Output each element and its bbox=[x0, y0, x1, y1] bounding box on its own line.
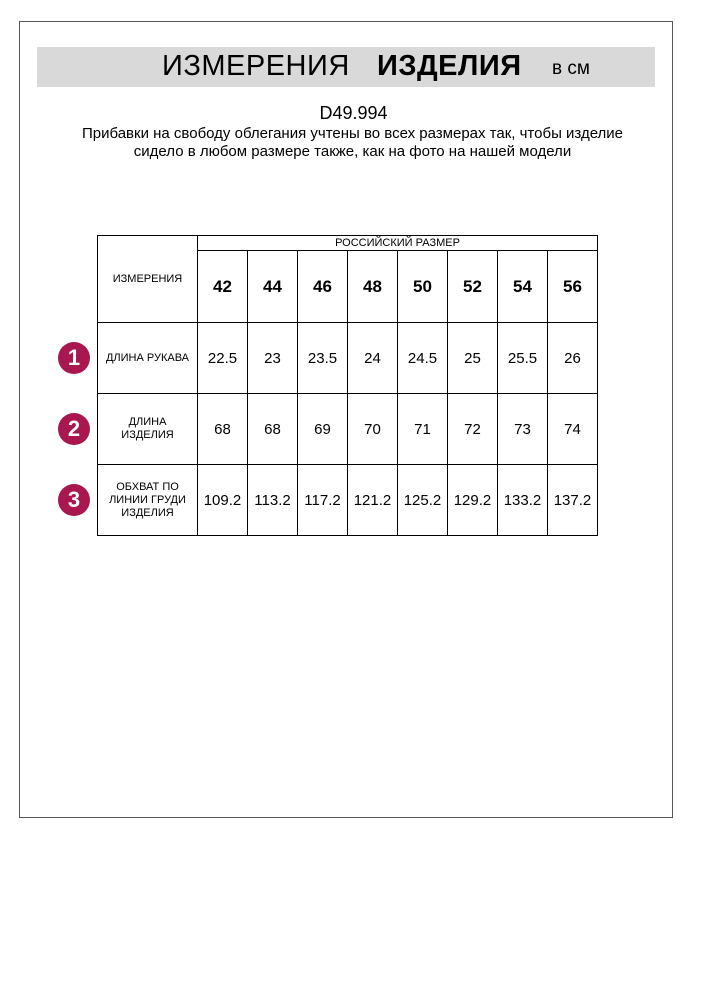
table-cell: 22.5 bbox=[198, 323, 248, 394]
size-header: 56 bbox=[548, 251, 598, 323]
fit-note: Прибавки на свободу облегания учтены во всех размерах так, чтобы изделие сидело в любом размере также, как на фото на нашей модели bbox=[81, 125, 624, 160]
size-table bbox=[97, 235, 598, 536]
size-header: 44 bbox=[248, 251, 298, 323]
table-cell: 70 bbox=[348, 394, 398, 465]
row-label-chest-girth bbox=[98, 465, 198, 536]
title-bold: ИЗДЕЛИЯ bbox=[377, 50, 522, 82]
table-cell: 25.5 bbox=[498, 323, 548, 394]
table-cell: 109.2 bbox=[198, 465, 248, 536]
product-code: D49.994 bbox=[319, 103, 388, 123]
size-header: 52 bbox=[448, 251, 498, 323]
size-header: 46 bbox=[298, 251, 348, 323]
row-number-badge: 1 bbox=[58, 342, 90, 374]
table-cell: 26 bbox=[548, 323, 598, 394]
table-row bbox=[98, 323, 598, 394]
table-cell: 69 bbox=[298, 394, 348, 465]
table-row bbox=[98, 394, 598, 465]
table-cell: 117.2 bbox=[298, 465, 348, 536]
size-header: 50 bbox=[398, 251, 448, 323]
table-cell: 121.2 bbox=[348, 465, 398, 536]
size-header: 42 bbox=[198, 251, 248, 323]
row-number-badge: 2 bbox=[58, 413, 90, 445]
title-regular: ИЗМЕРЕНИЯ bbox=[162, 50, 350, 82]
table-cell: 71 bbox=[398, 394, 448, 465]
table-cell: 23.5 bbox=[298, 323, 348, 394]
row-number-badge: 3 bbox=[58, 484, 90, 516]
row-label-sleeve-length: ДЛИНА РУКАВА bbox=[98, 323, 198, 394]
table-cell: 133.2 bbox=[498, 465, 548, 536]
unit-label: в см bbox=[552, 58, 590, 79]
size-header: 54 bbox=[498, 251, 548, 323]
table-cell: 73 bbox=[498, 394, 548, 465]
table-cell: 68 bbox=[248, 394, 298, 465]
table-cell: 137.2 bbox=[548, 465, 598, 536]
table-cell: 25 bbox=[448, 323, 498, 394]
row-label-garment-length bbox=[98, 394, 198, 465]
table-cell: 24 bbox=[348, 323, 398, 394]
table-cell: 23 bbox=[248, 323, 298, 394]
size-group-header: РОССИЙСКИЙ РАЗМЕР bbox=[198, 236, 598, 251]
table-cell: 68 bbox=[198, 394, 248, 465]
table-cell: 72 bbox=[448, 394, 498, 465]
table-cell: 113.2 bbox=[248, 465, 298, 536]
row-label-text: ДЛИНА ИЗДЕЛИЯ bbox=[121, 416, 174, 441]
size-header: 48 bbox=[348, 251, 398, 323]
table-cell: 24.5 bbox=[398, 323, 448, 394]
row-label-text: ОБХВАТ ПО ЛИНИИ ГРУДИ ИЗДЕЛИЯ bbox=[109, 480, 186, 519]
measure-header: ИЗМЕРЕНИЯ bbox=[98, 236, 198, 323]
table-cell: 125.2 bbox=[398, 465, 448, 536]
table-cell: 74 bbox=[548, 394, 598, 465]
table-row bbox=[98, 465, 598, 536]
table-cell: 129.2 bbox=[448, 465, 498, 536]
